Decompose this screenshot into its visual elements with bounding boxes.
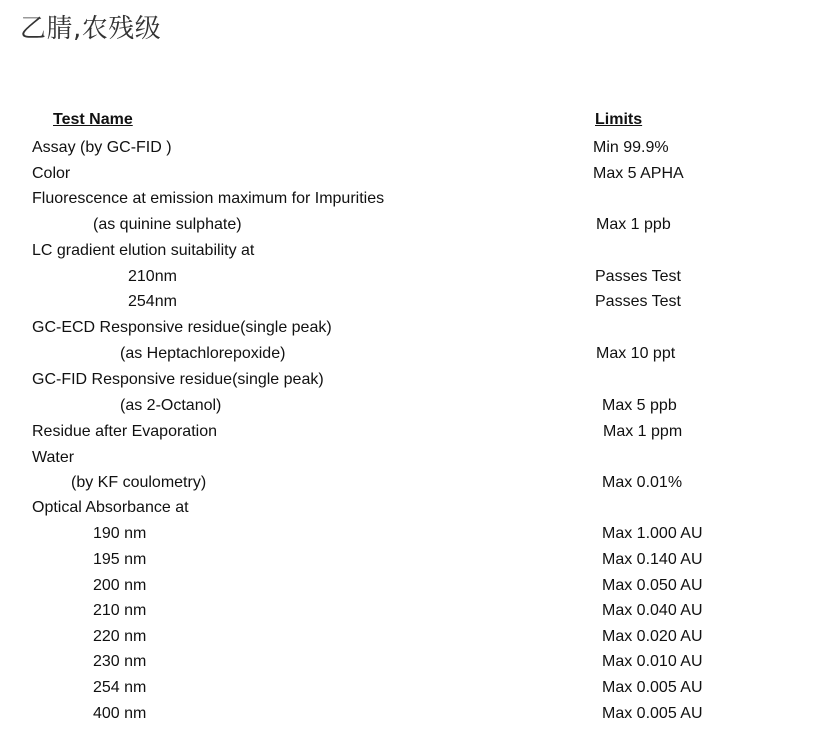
test-limit: Max 0.01%: [602, 474, 683, 491]
table-row: [0, 370, 816, 390]
test-name: GC-FID Responsive residue(single peak): [32, 371, 324, 388]
table-row: [0, 652, 816, 672]
table-row: [0, 267, 816, 287]
table-row: [0, 396, 816, 416]
test-limit: Max 1 ppb: [596, 216, 671, 233]
table-row: [0, 678, 816, 698]
page-title: 乙腈,农残级: [20, 14, 162, 44]
test-limit: Max 0.005 AU: [602, 705, 703, 722]
test-name: Optical Absorbance at: [32, 499, 189, 516]
test-limit: Max 0.040 AU: [602, 602, 703, 619]
table-row: [0, 292, 816, 312]
table-row: [0, 448, 816, 468]
test-name: GC-ECD Responsive residue(single peak): [32, 319, 332, 336]
test-name: Assay (by GC-FID ): [32, 139, 172, 156]
test-name: Color: [32, 165, 71, 182]
table-row: [0, 344, 816, 364]
table-row: [0, 550, 816, 570]
table-row: [0, 241, 816, 261]
table-row: [0, 498, 816, 518]
test-limit: Max 0.050 AU: [602, 577, 703, 594]
test-limit: Max 0.010 AU: [602, 653, 703, 670]
test-name: 195 nm: [93, 551, 147, 568]
table-row: [0, 164, 816, 184]
test-name: LC gradient elution suitability at: [32, 242, 255, 259]
test-name: 400 nm: [93, 705, 147, 722]
table-row: [0, 576, 816, 596]
test-name: (as 2-Octanol): [120, 397, 222, 414]
test-limit: Passes Test: [595, 268, 681, 285]
test-limit: Min 99.9%: [593, 139, 669, 156]
table-row: [0, 138, 816, 158]
test-name: Water: [32, 449, 75, 466]
test-name: 230 nm: [93, 653, 147, 670]
table-row: [0, 422, 816, 442]
test-limit: Max 0.140 AU: [602, 551, 703, 568]
table-row: [0, 627, 816, 647]
test-limit: Max 0.005 AU: [602, 679, 703, 696]
table-row: [0, 215, 816, 235]
table-row: [0, 189, 816, 209]
test-name: 220 nm: [93, 628, 147, 645]
table-row: [0, 473, 816, 493]
test-name: Fluorescence at emission maximum for Impurities: [32, 190, 385, 207]
test-limit: Max 5 ppb: [602, 397, 677, 414]
test-limit: Max 1 ppm: [603, 423, 683, 440]
table-row: [0, 318, 816, 338]
table-row: [0, 704, 816, 724]
test-name: 210nm: [128, 268, 177, 285]
table-row: [0, 524, 816, 544]
test-name: (as Heptachlorepoxide): [120, 345, 286, 362]
test-limit: Max 1.000 AU: [602, 525, 703, 542]
test-name: (as quinine sulphate): [93, 216, 242, 233]
test-name: 190 nm: [93, 525, 147, 542]
table-row: [0, 601, 816, 621]
test-limit: Passes Test: [595, 293, 681, 310]
header-limits: Limits: [595, 111, 643, 128]
test-limit: Max 10 ppt: [596, 345, 676, 362]
test-limit: Max 5 APHA: [593, 165, 684, 182]
test-name: (by KF coulometry): [71, 474, 207, 491]
header-test-name: Test Name: [53, 111, 133, 128]
test-name: 254 nm: [93, 679, 147, 696]
test-name: Residue after Evaporation: [32, 423, 217, 440]
test-name: 210 nm: [93, 602, 147, 619]
test-name: 254nm: [128, 293, 177, 310]
test-limit: Max 0.020 AU: [602, 628, 703, 645]
test-name: 200 nm: [93, 577, 147, 594]
